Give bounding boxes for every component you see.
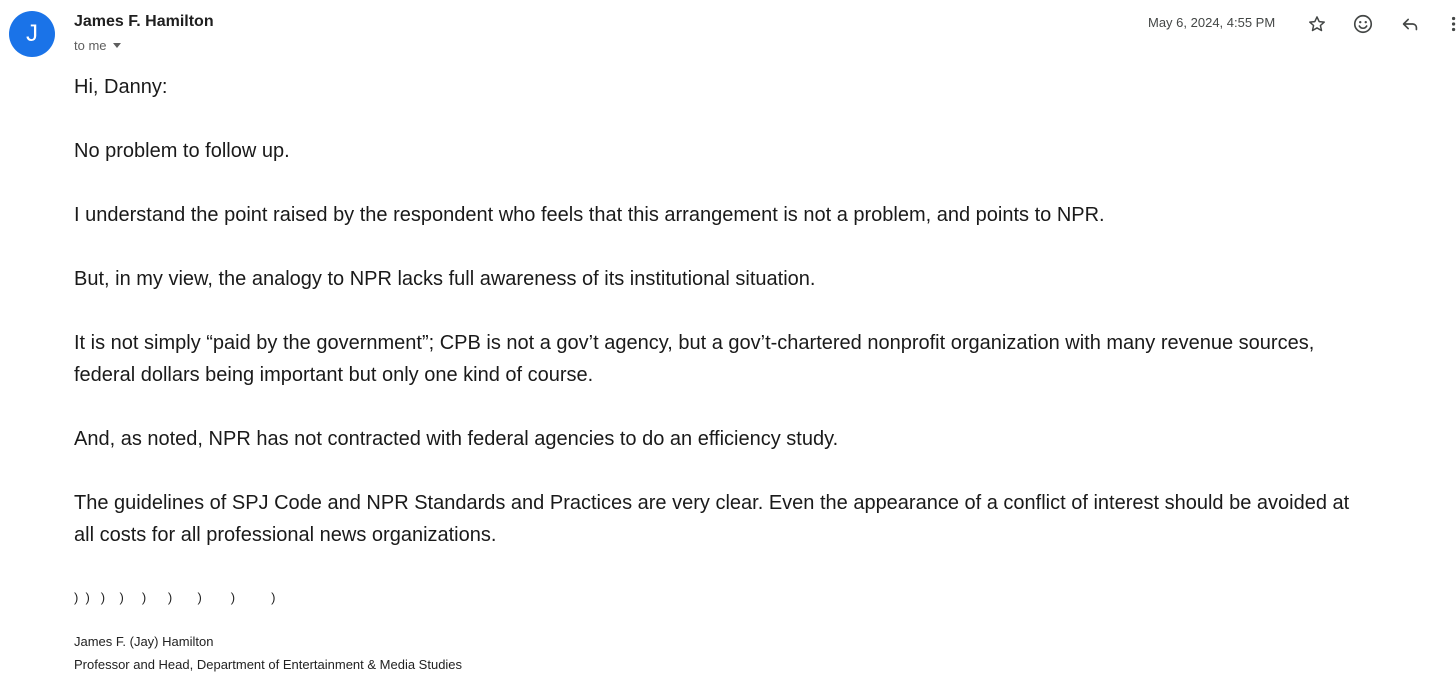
- star-icon[interactable]: [1305, 12, 1329, 36]
- paragraph: And, as noted, NPR has not contracted with federal agencies to do an efficiency study.: [74, 428, 839, 450]
- email-body: [74, 71, 1456, 551]
- paragraph: But, in my view, the analogy to NPR lacks full awareness of its institutional situation.: [74, 268, 816, 290]
- chevron-down-icon[interactable]: [113, 43, 121, 48]
- paragraph-line: The guidelines of SPJ Code and NPR Standards and Practices are very clear. Even the appearance of a conflict of interest should be avoided at: [74, 492, 1350, 514]
- avatar[interactable]: J: [9, 11, 55, 57]
- recipient-label: to me: [74, 38, 107, 53]
- paragraph-line: federal dollars being important but only one kind of course.: [74, 364, 594, 386]
- reply-icon[interactable]: [1398, 12, 1422, 36]
- paragraph: I understand the point raised by the respondent who feels that this arrangement is not a problem, and points to NPR.: [74, 204, 1105, 226]
- greeting: Hi, Danny:: [74, 76, 168, 98]
- paragraph: No problem to follow up.: [74, 140, 290, 162]
- signature-name: James F. (Jay) Hamilton: [74, 634, 214, 649]
- emoji-icon[interactable]: [1351, 12, 1375, 36]
- paragraph-line: all costs for all professional news organizations.: [74, 524, 497, 546]
- paragraph-line: It is not simply “paid by the government”; CPB is not a gov’t agency, but a gov’t-chartered nonprofit organization with many revenue sources,: [74, 332, 1315, 354]
- recipient-details-toggle[interactable]: [74, 38, 121, 53]
- signature-decoration: ) ) ) ) ) ) ) ) ): [74, 590, 276, 605]
- email-date: May 6, 2024, 4:55 PM: [1148, 15, 1276, 30]
- signature-title: Professor and Head, Department of Entertainment & Media Studies: [74, 657, 463, 672]
- sender-name[interactable]: James F. Hamilton: [74, 13, 214, 30]
- more-vert-icon[interactable]: [1442, 12, 1456, 36]
